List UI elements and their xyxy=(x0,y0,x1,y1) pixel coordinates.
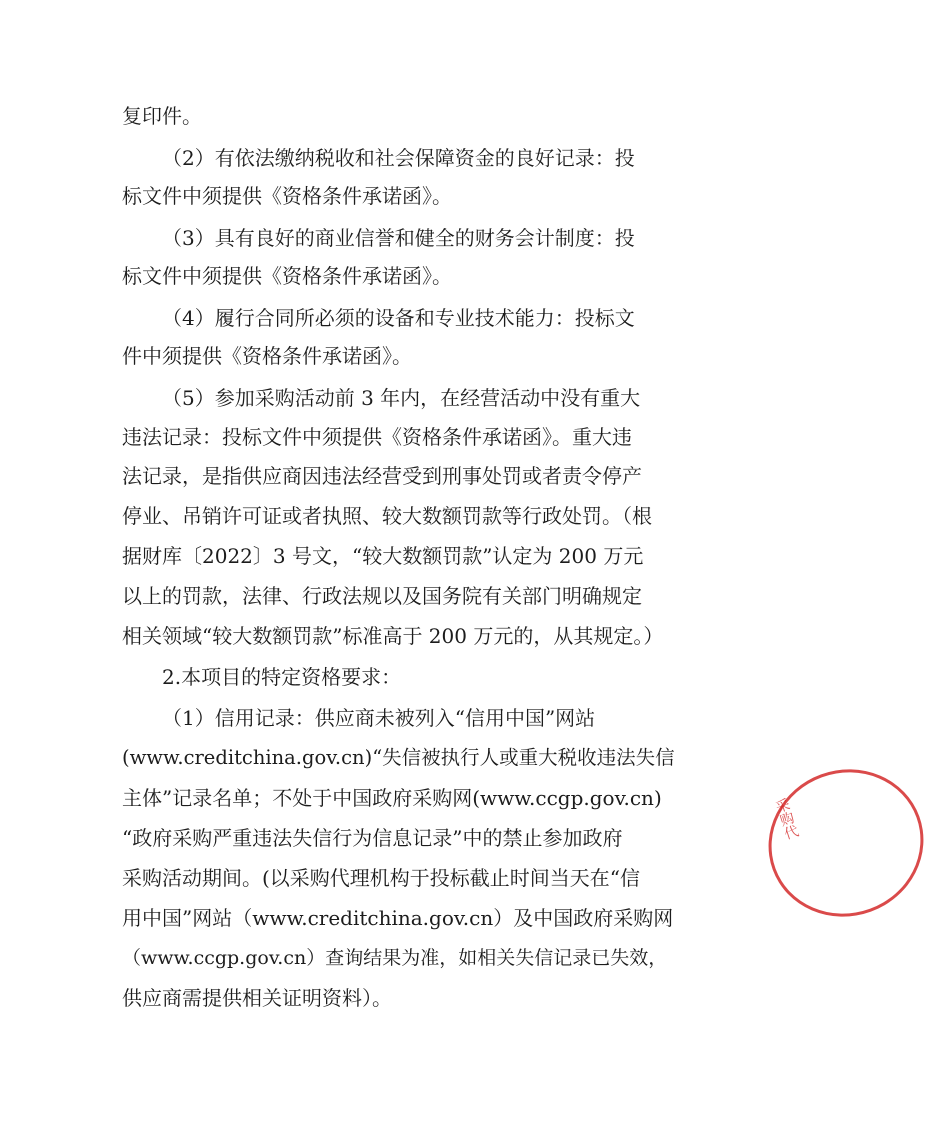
text-line-2: （2）有依法缴纳税收和社会保障资金的良好记录：投 xyxy=(162,146,635,170)
section-heading: 2.本项目的特定资格要求： xyxy=(162,665,402,689)
text-line-13: 以上的罚款，法律、行政法规以及国务院有关部门明确规定 xyxy=(122,584,642,608)
text-line-8: （5）参加采购活动前 3 年内，在经营活动中没有重大 xyxy=(162,386,641,410)
text-line-3: 标文件中须提供《资格条件承诺函》。 xyxy=(122,184,452,208)
text-line-1: 复印件。 xyxy=(122,104,202,128)
text-line-5: 标文件中须提供《资格条件承诺函》。 xyxy=(122,264,452,288)
seal-text: 采购代 xyxy=(771,796,801,842)
text-line-22: （www.ccgp.gov.cn）查询结果为准，如相关失信记录已失效， xyxy=(122,947,668,969)
text-line-12: 据财库〔2022〕3 号文，“较大数额罚款”认定为 200 万元 xyxy=(122,544,644,568)
text-line-18: 主体”记录名单；不处于中国政府采购网(www.ccgp.gov.cn) xyxy=(122,786,662,810)
text-line-10: 法记录，是指供应商因违法经营受到刑事处罚或者责令停产 xyxy=(122,464,642,488)
text-line-14: 相关领域“较大数额罚款”标准高于 200 万元的，从其规定。） xyxy=(122,624,664,648)
text-line-16: （1）信用记录：供应商未被列入“信用中国”网站 xyxy=(162,706,596,730)
text-line-9: 违法记录：投标文件中须提供《资格条件承诺函》。重大违 xyxy=(122,425,632,449)
text-line-7: 件中须提供《资格条件承诺函》。 xyxy=(122,344,412,368)
text-line-21: 用中国”网站（www.creditchina.gov.cn）及中国政府采购网 xyxy=(122,906,674,930)
red-seal-fragment xyxy=(754,770,801,890)
text-line-6: （4）履行合同所必须的设备和专业技术能力：投标文 xyxy=(162,306,635,330)
text-line-11: 停业、吊销许可证或者执照、较大数额罚款等行政处罚。（根 xyxy=(122,504,652,528)
text-line-17: (www.creditchina.gov.cn)“失信被执行人或重大税收违法失信 xyxy=(122,746,675,769)
seal-ring-icon xyxy=(748,748,944,939)
text-line-4: （3）具有良好的商业信誉和健全的财务会计制度：投 xyxy=(162,226,635,250)
text-line-23: 供应商需提供相关证明资料）。 xyxy=(122,986,392,1010)
text-line-19: “政府采购严重违法失信行为信息记录”中的禁止参加政府 xyxy=(122,826,623,850)
text-line-20: 采购活动期间。(以采购代理机构于投标截止时间当天在“信 xyxy=(122,866,641,890)
